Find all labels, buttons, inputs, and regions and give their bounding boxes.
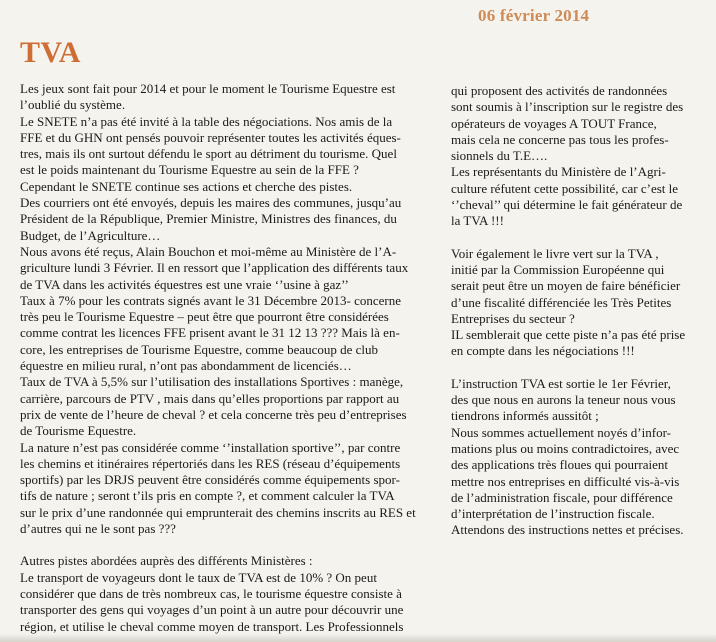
paragraph: Nous sommes actuellement noyés d’infor- mations plus ou moins contradictoires, avec des applications très floues qui pourraient mettre nos entreprises en difficulté vis-à-vis de l’administration fiscale, pour différence d’interprétation de l’instruction fiscale. Attendons des instructions nettes et précises. (451, 424, 684, 538)
page-edge-shadow (0, 634, 716, 642)
paragraph: Nous avons été reçus, Alain Bouchon et moi-même au Ministère de l’A- griculture lundi 3 Février. Il en ressort que l’application des différents taux de TVA dans les activités équestres est une vraie ‘’usine à gaz’’ (20, 243, 409, 292)
left-column (20, 81, 448, 635)
paragraph: Cependant le SNETE continue ses actions et cherche des pistes. (20, 178, 353, 194)
paragraph: Les jeux sont fait pour 2014 et pour le moment le Tourisme Equestre est l’oublié du système. (20, 81, 396, 113)
paragraph: Des courriers ont été envoyés, depuis les maires des communes, jusqu’au Président de la République, Premier Ministre, Ministres des finances, du Budget, de l’Agriculture… (20, 195, 402, 243)
article-title: TVA (20, 36, 81, 69)
paragraph: Le SNETE n’a pas été invité à la table des négociations. Nos amis de la FFE et du GHN ont pensés pouvoir représenter toutes les activités éques- tres, mais ils ont surtout défendu le sport au détriment du tourisme. Quel est le poids maintenant du Tourisme Equestre au sein de la FFE ? (20, 113, 401, 178)
paragraph: La nature n’est pas considérée comme ‘’installation sportive’’, par contre les chemins et itinéraires répertoriés dans les RES (réseau d’équipements sportifs) par les DRJS peuvent être considérés comme équipements spor- tifs de nature ; seront t’ils pris en compte ?, et comment calculer la TVA sur le prix d’une randonnée qui emprunterait des chemins inscrits au RES et d’autres qui ne le sont pas ??? (20, 439, 416, 537)
paragraph: Taux de TVA à 5,5% sur l’utilisation des installations Sportives : manège, carrière, parcours de PTV , mais dans qu’elles proportions par rapport au prix de vente de l’heure de cheval ? et cela concerne très peu d’entreprises de Tourisme Equestre. (20, 374, 407, 439)
paragraph: Taux à 7% pour les contrats signés avant le 31 Décembre 2013- concerne très peu le Tourisme Equestre – peut être que pourront être considérées comme contrat les licences FFE prisent avant le 31 12 13 ??? Mais là en- core, les entreprises de Tourisme Equestre, comme beaucoup de club équestre en milieu rural, n’ont pas abondamment de licenciés… (20, 292, 402, 374)
right-column (451, 83, 713, 539)
paragraph: Voir également le livre vert sur la TVA , initié par la Commission Européenne qui serait peut être un moyen de faire bénéficier d’une fiscalité différenciée les Très Petites Entreprises du secteur ? (451, 245, 681, 326)
paragraph: L’instruction TVA est sortie le 1er Février, des que nous en aurons la teneur nous vous tiendrons informés aussitôt ; (451, 375, 676, 424)
paragraph: IL semblerait que cette piste n’a pas été prise en compte dans les négociations !!! (451, 327, 686, 359)
paragraph: Autres pistes abordées auprès des différents Ministères : Le transport de voyageurs dont le taux de TVA est de 10% ? On peut considérer que dans de très nombreux cas, le tourisme équestre consiste à transporter des gens qui voyages d’un point à un autre pour découvrir une région, et utilise le cheval comme moyen de transport. Les Professionnels (20, 553, 404, 634)
article-date: 06 février 2014 (478, 6, 590, 25)
paragraph: Les représentants du Ministère de l’Agri- culture réfutent cette possibilité, car c’est le ‘’cheval’’ qui détermine le fait générateur de la TVA !!! (451, 164, 683, 229)
paragraph: qui proposent des activités de randonnées sont soumis à l’inscription sur le registre des opérateurs de voyages A TOUT France, mais cela ne concerne pas tous les profes- sionnels du T.E…. (451, 83, 684, 164)
